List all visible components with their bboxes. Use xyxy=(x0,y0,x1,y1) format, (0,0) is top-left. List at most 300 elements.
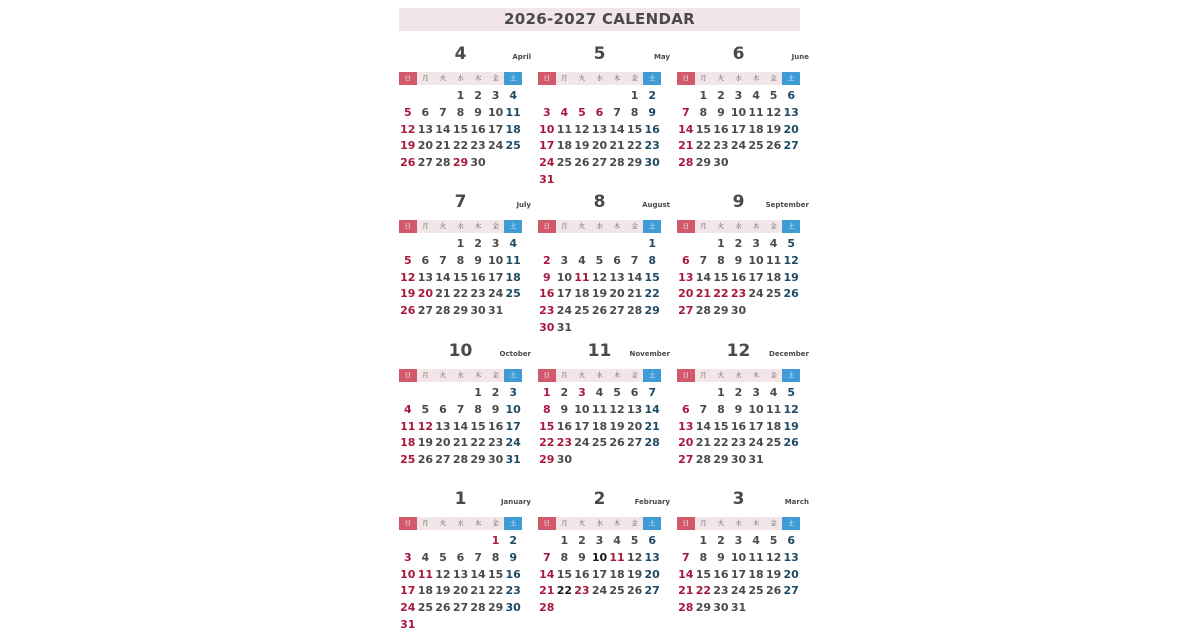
empty-cell xyxy=(573,88,591,105)
weekday-label: 水 xyxy=(735,519,742,527)
day-cell: 12 xyxy=(783,402,799,416)
day-cell: 27 xyxy=(417,156,433,170)
day-cell: 1 xyxy=(542,386,551,399)
day-cell: 4 xyxy=(769,386,778,399)
weekday-label: 月 xyxy=(422,371,429,379)
day-cell: 4 xyxy=(752,534,760,547)
weekday-label: 木 xyxy=(613,519,621,527)
day-cell: 23 xyxy=(730,436,747,450)
day-cell: 22 xyxy=(713,436,729,450)
day-cell: 6 xyxy=(595,105,604,119)
weekday-label: 火 xyxy=(439,74,447,82)
day-cell: 16 xyxy=(730,419,747,433)
day-cell: 22 xyxy=(556,584,572,598)
day-cell: 25 xyxy=(400,453,416,467)
empty-cell xyxy=(677,88,695,105)
day-cell: 6 xyxy=(681,402,690,416)
day-cell: 24 xyxy=(556,304,572,318)
day-cell: 6 xyxy=(421,253,430,267)
month-header xyxy=(538,489,670,513)
month-number: 9 xyxy=(732,192,745,212)
month-block xyxy=(677,44,809,172)
day-cell: 9 xyxy=(717,105,725,119)
day-cell: 2 xyxy=(542,253,551,267)
day-cell: 5 xyxy=(578,105,586,119)
day-cell: 25 xyxy=(765,436,782,450)
weekday-label: 火 xyxy=(717,222,725,230)
day-cell: 12 xyxy=(574,122,590,136)
day-cell: 15 xyxy=(713,270,729,284)
day-cell: 10 xyxy=(574,402,590,416)
weekday-label: 金 xyxy=(492,371,499,379)
day-cell: 26 xyxy=(783,287,799,301)
day-cell: 17 xyxy=(591,567,608,581)
day-cell: 2 xyxy=(734,237,743,250)
day-cell: 3 xyxy=(595,534,604,547)
day-cell: 25 xyxy=(556,156,572,170)
day-cell: 15 xyxy=(487,567,504,581)
month-header xyxy=(538,44,670,68)
weekday-label: 金 xyxy=(492,519,499,527)
day-cell: 23 xyxy=(730,287,747,301)
day-cell: 19 xyxy=(783,270,799,284)
day-cell: 20 xyxy=(783,567,799,581)
month-block xyxy=(538,192,670,337)
day-cell: 18 xyxy=(400,436,416,450)
month-name: February xyxy=(634,498,670,506)
month-header xyxy=(399,192,531,216)
weekday-header xyxy=(538,517,661,530)
day-cell: 29 xyxy=(539,453,555,467)
day-cell: 12 xyxy=(765,105,782,119)
weekday-label: 土 xyxy=(643,369,661,382)
day-cell: 4 xyxy=(769,237,778,250)
day-cell: 30 xyxy=(470,156,486,170)
day-cell: 2 xyxy=(717,89,725,102)
day-cell: 14 xyxy=(644,402,660,416)
weekday-label: 土 xyxy=(643,72,661,85)
day-cell: 15 xyxy=(695,122,711,136)
day-cell: 24 xyxy=(487,287,504,301)
day-cell: 4 xyxy=(509,89,517,102)
day-cell: 13 xyxy=(435,419,451,433)
day-cell: 7 xyxy=(699,402,708,416)
day-cell: 31 xyxy=(505,453,521,467)
day-cell: 4 xyxy=(421,550,430,564)
day-cell: 20 xyxy=(452,584,469,598)
day-cell: 23 xyxy=(713,139,729,153)
day-cell: 15 xyxy=(452,270,469,284)
day-cell: 10 xyxy=(730,105,747,119)
day-cell: 12 xyxy=(400,270,416,284)
month-header xyxy=(677,44,809,68)
weekday-label: 木 xyxy=(474,74,482,82)
day-cell: 28 xyxy=(695,453,711,467)
day-cell: 1 xyxy=(699,534,708,547)
month-name: September xyxy=(765,201,809,209)
day-cell: 25 xyxy=(748,584,764,598)
weekday-label: 木 xyxy=(752,222,760,230)
day-cell: 5 xyxy=(787,237,795,250)
day-cell: 23 xyxy=(487,436,504,450)
day-cell: 8 xyxy=(542,402,551,416)
weekday-label: 火 xyxy=(439,371,447,379)
day-cell: 8 xyxy=(491,550,500,564)
weekday-label: 月 xyxy=(561,222,568,230)
day-cell: 15 xyxy=(713,419,729,433)
weekday-label: 土 xyxy=(782,517,800,530)
day-cell: 21 xyxy=(678,139,694,153)
month-number: 10 xyxy=(448,341,473,361)
day-cell: 20 xyxy=(678,436,694,450)
empty-cell xyxy=(417,236,435,253)
weekday-label: 火 xyxy=(578,222,586,230)
day-cell: 26 xyxy=(591,304,608,318)
calendar-title: 2026-2027 CALENDAR xyxy=(399,8,800,31)
weekday-label: 木 xyxy=(752,519,760,527)
day-cell: 30 xyxy=(487,453,504,467)
day-cell: 16 xyxy=(505,567,521,581)
day-cell: 17 xyxy=(730,122,747,136)
empty-cell xyxy=(434,533,452,550)
empty-cell xyxy=(417,88,435,105)
day-cell: 2 xyxy=(648,89,656,102)
day-cell: 12 xyxy=(783,253,799,267)
weekday-label: 火 xyxy=(717,74,725,82)
day-cell: 11 xyxy=(400,419,416,433)
weekday-label: 月 xyxy=(422,519,429,527)
weekday-label: 月 xyxy=(422,222,429,230)
weekday-label: 水 xyxy=(735,371,742,379)
weekday-label: 日 xyxy=(677,517,695,530)
day-cell: 6 xyxy=(681,253,690,267)
day-cell: 27 xyxy=(678,304,694,318)
day-cell: 23 xyxy=(574,584,590,598)
day-cell: 5 xyxy=(403,253,412,267)
weekday-label: 月 xyxy=(700,222,707,230)
weekday-label: 金 xyxy=(492,222,499,230)
day-cell: 14 xyxy=(626,270,643,284)
day-cell: 17 xyxy=(487,270,504,284)
day-cell: 3 xyxy=(752,237,760,250)
day-cell: 24 xyxy=(505,436,521,450)
day-cell: 12 xyxy=(765,550,782,564)
month-header xyxy=(538,341,670,365)
weekday-label: 水 xyxy=(596,371,603,379)
day-cell: 18 xyxy=(556,139,572,153)
weekday-label: 火 xyxy=(717,371,725,379)
day-cell: 8 xyxy=(717,253,725,267)
day-cell: 11 xyxy=(748,105,764,119)
day-cell: 21 xyxy=(470,584,486,598)
day-cell: 7 xyxy=(439,105,447,119)
day-cell: 27 xyxy=(644,584,660,598)
day-cell: 26 xyxy=(400,156,416,170)
day-cell: 5 xyxy=(630,534,639,547)
day-cell: 6 xyxy=(439,402,447,416)
empty-cell xyxy=(608,236,626,253)
month-name: December xyxy=(769,350,809,358)
empty-cell xyxy=(695,385,713,402)
month-header xyxy=(677,489,809,513)
day-cell: 27 xyxy=(435,453,451,467)
weekday-label: 木 xyxy=(613,371,621,379)
day-cell: 30 xyxy=(730,304,747,318)
day-cell: 7 xyxy=(474,550,482,564)
day-cell: 28 xyxy=(678,601,694,615)
month-block xyxy=(399,341,531,469)
weekday-label: 土 xyxy=(504,72,522,85)
day-cell: 10 xyxy=(400,567,416,581)
day-cell: 29 xyxy=(470,453,486,467)
day-cell: 28 xyxy=(609,156,625,170)
day-cell: 22 xyxy=(695,584,711,598)
day-cell: 31 xyxy=(748,453,764,467)
day-cell: 28 xyxy=(678,156,694,170)
day-cell: 24 xyxy=(539,156,555,170)
day-cell: 14 xyxy=(695,419,711,433)
month-header xyxy=(399,489,531,513)
day-cell: 26 xyxy=(626,584,643,598)
day-cell: 27 xyxy=(609,304,625,318)
day-cell: 11 xyxy=(505,253,521,267)
day-cell: 1 xyxy=(560,534,569,547)
day-cell: 30 xyxy=(713,156,729,170)
day-cell: 19 xyxy=(609,419,625,433)
day-cell: 28 xyxy=(435,156,451,170)
day-cell: 10 xyxy=(748,402,764,416)
day-cell: 28 xyxy=(644,436,660,450)
day-cell: 28 xyxy=(435,304,451,318)
empty-cell xyxy=(538,88,556,105)
day-cell: 23 xyxy=(505,584,521,598)
weekday-label: 日 xyxy=(399,369,417,382)
day-cell: 27 xyxy=(591,156,608,170)
day-cell: 30 xyxy=(539,320,555,334)
weekday-header xyxy=(538,72,661,85)
day-cell: 14 xyxy=(539,567,555,581)
day-cell: 15 xyxy=(626,122,643,136)
day-cell: 17 xyxy=(539,139,555,153)
day-cell: 7 xyxy=(681,550,690,564)
day-cell: 17 xyxy=(487,122,504,136)
day-cell: 25 xyxy=(505,139,521,153)
weekday-label: 水 xyxy=(457,222,464,230)
day-cell: 29 xyxy=(626,156,643,170)
weekday-header xyxy=(399,517,522,530)
day-cell: 31 xyxy=(539,172,555,186)
day-cell: 15 xyxy=(470,419,486,433)
day-cell: 9 xyxy=(578,550,586,564)
empty-cell xyxy=(626,236,644,253)
day-cell: 24 xyxy=(487,139,504,153)
day-cell: 11 xyxy=(417,567,433,581)
weekday-label: 日 xyxy=(399,220,417,233)
day-cell: 25 xyxy=(765,287,782,301)
empty-cell xyxy=(469,533,487,550)
day-cell: 10 xyxy=(539,122,555,136)
empty-cell xyxy=(452,385,470,402)
day-cell: 9 xyxy=(734,402,743,416)
day-cell: 15 xyxy=(644,270,660,284)
weekday-label: 日 xyxy=(399,517,417,530)
day-cell: 22 xyxy=(713,287,729,301)
day-cell: 22 xyxy=(644,287,660,301)
day-cell: 8 xyxy=(560,550,569,564)
weekday-label: 金 xyxy=(631,371,638,379)
day-cell: 6 xyxy=(456,550,465,564)
month-block xyxy=(677,192,809,320)
day-cell: 27 xyxy=(417,304,433,318)
weekday-label: 金 xyxy=(631,222,638,230)
day-cell: 21 xyxy=(644,419,660,433)
day-cell: 18 xyxy=(591,419,608,433)
day-cell: 22 xyxy=(695,139,711,153)
day-cell: 3 xyxy=(491,89,500,102)
day-cell: 23 xyxy=(539,304,555,318)
weekday-label: 火 xyxy=(717,519,725,527)
weekday-label: 水 xyxy=(457,371,464,379)
empty-cell xyxy=(695,236,713,253)
day-cell: 2 xyxy=(474,89,482,102)
day-cell: 7 xyxy=(681,105,690,119)
month-block xyxy=(399,192,531,320)
day-cell: 31 xyxy=(400,617,416,631)
day-cell: 12 xyxy=(626,550,643,564)
weekday-label: 月 xyxy=(700,371,707,379)
day-cell: 31 xyxy=(730,601,747,615)
month-block xyxy=(538,341,670,469)
day-cell: 3 xyxy=(734,89,743,102)
day-cell: 18 xyxy=(505,270,521,284)
day-cell: 4 xyxy=(403,402,412,416)
weekday-label: 日 xyxy=(538,369,556,382)
day-cell: 3 xyxy=(752,386,760,399)
day-cell: 26 xyxy=(417,453,433,467)
day-cell: 9 xyxy=(474,105,482,119)
day-cell: 19 xyxy=(400,287,416,301)
day-cell: 8 xyxy=(717,402,725,416)
day-cell: 31 xyxy=(487,304,504,318)
day-cell: 16 xyxy=(487,419,504,433)
weekday-label: 水 xyxy=(457,519,464,527)
empty-cell xyxy=(591,88,609,105)
day-cell: 17 xyxy=(400,584,416,598)
day-cell: 7 xyxy=(456,402,465,416)
weekday-label: 水 xyxy=(596,74,603,82)
day-cell: 17 xyxy=(748,419,764,433)
day-cell: 21 xyxy=(695,287,711,301)
day-cell: 18 xyxy=(765,270,782,284)
day-cell: 13 xyxy=(417,122,433,136)
day-cell: 11 xyxy=(765,402,782,416)
weekday-label: 水 xyxy=(735,222,742,230)
day-cell: 3 xyxy=(542,105,551,119)
day-cell: 15 xyxy=(452,122,469,136)
day-cell: 14 xyxy=(435,270,451,284)
day-cell: 10 xyxy=(591,550,608,564)
day-cell: 17 xyxy=(505,419,521,433)
day-cell: 28 xyxy=(695,304,711,318)
day-cell: 25 xyxy=(574,304,590,318)
weekday-label: 金 xyxy=(770,371,777,379)
weekday-header xyxy=(677,220,800,233)
day-cell: 20 xyxy=(783,122,799,136)
weekday-label: 木 xyxy=(474,519,482,527)
weekday-label: 金 xyxy=(770,222,777,230)
day-cell: 1 xyxy=(456,89,465,102)
day-cell: 26 xyxy=(783,436,799,450)
day-cell: 28 xyxy=(452,453,469,467)
day-cell: 24 xyxy=(400,601,416,615)
empty-cell xyxy=(677,236,695,253)
day-cell: 25 xyxy=(417,601,433,615)
day-cell: 12 xyxy=(591,270,608,284)
month-name: January xyxy=(500,498,531,506)
day-cell: 16 xyxy=(470,122,486,136)
day-cell: 14 xyxy=(435,122,451,136)
day-cell: 27 xyxy=(783,139,799,153)
day-cell: 11 xyxy=(609,550,625,564)
day-cell: 24 xyxy=(730,139,747,153)
month-name: May xyxy=(653,53,670,61)
day-cell: 5 xyxy=(439,550,447,564)
day-cell: 29 xyxy=(487,601,504,615)
day-cell: 16 xyxy=(556,419,572,433)
day-cell: 15 xyxy=(539,419,555,433)
day-cell: 29 xyxy=(452,156,469,170)
day-cell: 19 xyxy=(765,567,782,581)
day-cell: 23 xyxy=(713,584,729,598)
weekday-header xyxy=(677,369,800,382)
day-cell: 1 xyxy=(474,386,482,399)
empty-cell xyxy=(556,88,574,105)
day-cell: 7 xyxy=(542,550,551,564)
day-cell: 9 xyxy=(560,402,569,416)
weekday-header xyxy=(538,220,661,233)
day-cell: 6 xyxy=(648,534,656,547)
day-cell: 3 xyxy=(578,386,586,399)
empty-cell xyxy=(434,236,452,253)
day-grid xyxy=(677,533,800,617)
month-name: March xyxy=(784,498,809,506)
day-cell: 29 xyxy=(713,304,729,318)
day-cell: 15 xyxy=(695,567,711,581)
month-number: 4 xyxy=(454,44,467,64)
day-cell: 19 xyxy=(574,139,590,153)
empty-cell xyxy=(417,385,435,402)
day-cell: 13 xyxy=(417,270,433,284)
day-cell: 8 xyxy=(456,253,465,267)
day-cell: 7 xyxy=(648,386,656,399)
weekday-label: 水 xyxy=(457,74,464,82)
empty-cell xyxy=(434,88,452,105)
day-cell: 4 xyxy=(560,105,569,119)
day-cell: 10 xyxy=(748,253,764,267)
day-cell: 4 xyxy=(595,386,604,399)
weekday-label: 火 xyxy=(439,519,447,527)
month-number: 11 xyxy=(587,341,612,361)
weekday-header xyxy=(399,72,522,85)
weekday-header xyxy=(399,220,522,233)
day-cell: 21 xyxy=(609,139,625,153)
empty-cell xyxy=(452,533,470,550)
day-cell: 31 xyxy=(556,320,572,334)
day-cell: 5 xyxy=(595,253,604,267)
day-cell: 25 xyxy=(591,436,608,450)
day-cell: 3 xyxy=(734,534,743,547)
day-cell: 21 xyxy=(695,436,711,450)
